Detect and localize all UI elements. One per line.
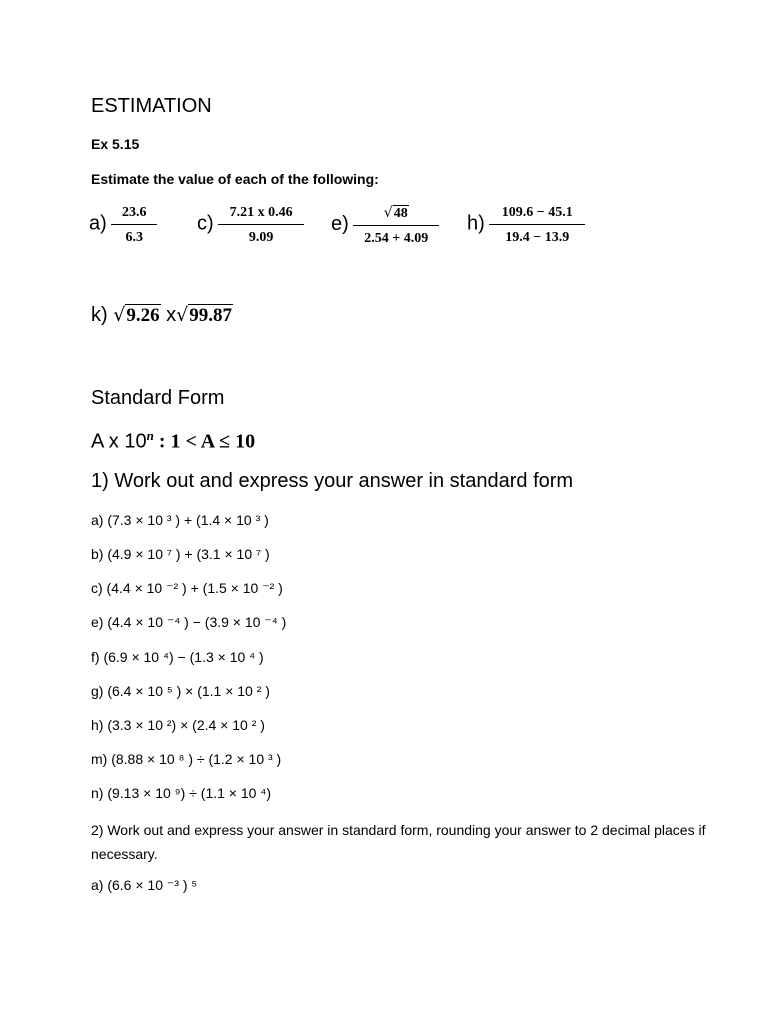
square-root — [176, 304, 233, 327]
standard-form-formula — [91, 428, 255, 454]
question-heading: 1) Work out and express your answer in standard form — [91, 470, 574, 492]
numerator: 109.6 − 45.1 — [501, 205, 573, 220]
question-item: b) (4.9 × 10 ⁷ ) + (3.1 × 10 ⁷ ) — [91, 546, 270, 562]
fraction — [111, 205, 157, 246]
denominator: 6.3 — [111, 224, 157, 246]
instruction-text: Estimate the value of each of the following: — [91, 171, 379, 187]
formula-base: A x 10 — [91, 430, 147, 453]
fraction-c — [197, 205, 304, 253]
exercise-number: Ex 5.15 — [91, 136, 140, 152]
fraction — [489, 205, 585, 246]
question-item: m) (8.88 × 10 ⁸ ) ÷ (1.2 × 10 ³ ) — [91, 751, 282, 767]
question-item: e) (4.4 × 10 ⁻⁴ ) − (3.9 × 10 ⁻⁴ ) — [91, 614, 287, 630]
radicand: 48 — [393, 206, 408, 221]
item-label: c) — [197, 212, 214, 235]
formula-exponent: n — [146, 428, 154, 443]
fraction-a — [89, 205, 157, 253]
radicand: 99.87 — [189, 305, 233, 326]
denominator: 19.4 − 13.9 — [489, 224, 585, 246]
question-item: c) (4.4 × 10 ⁻² ) + (1.5 × 10 ⁻² ) — [91, 580, 283, 596]
section-heading: Standard Form — [91, 387, 225, 409]
times-sign: x — [166, 304, 177, 326]
fraction — [218, 205, 304, 246]
fraction — [353, 205, 439, 247]
fraction-h — [467, 205, 585, 253]
question-item: h) (3.3 × 10 ²) × (2.4 × 10 ² ) — [91, 717, 265, 733]
numerator: 23.6 — [122, 205, 147, 220]
page-title: ESTIMATION — [91, 95, 212, 117]
question-heading: 2) Work out and express your answer in standard form, rounding your answer to 2 decimal places if necessary. — [91, 822, 706, 862]
question-item: a) (7.3 × 10 ³ ) + (1.4 × 10 ³ ) — [91, 512, 269, 528]
numerator — [353, 205, 439, 225]
square-root — [113, 304, 160, 327]
question-item: g) (6.4 × 10 ⁵ ) × (1.1 × 10 ² ) — [91, 683, 270, 699]
fraction-e — [331, 205, 439, 253]
question-item: f) (6.9 × 10 ⁴) − (1.3 × 10 ⁴ ) — [91, 649, 264, 665]
radical-sign: √ — [383, 205, 393, 221]
item-label: a) — [89, 212, 107, 235]
radicand: 9.26 — [126, 305, 160, 326]
formula-condition: : 1 < A ≤ 10 — [153, 430, 256, 453]
radical-sign: √ — [113, 304, 126, 326]
denominator: 9.09 — [218, 224, 304, 246]
item-label: e) — [331, 213, 349, 236]
denominator: 2.54 + 4.09 — [353, 225, 439, 247]
item-k — [91, 304, 233, 327]
radical-sign: √ — [176, 304, 189, 326]
question-item: n) (9.13 × 10 ⁹) ÷ (1.1 × 10 ⁴) — [91, 785, 272, 801]
item-label: h) — [467, 212, 485, 235]
numerator: 7.21 x 0.46 — [229, 205, 293, 220]
item-label: k) — [91, 304, 108, 326]
question-item: a) (6.6 × 10 ⁻³ ) ⁵ — [91, 877, 198, 893]
square-root — [384, 205, 409, 222]
